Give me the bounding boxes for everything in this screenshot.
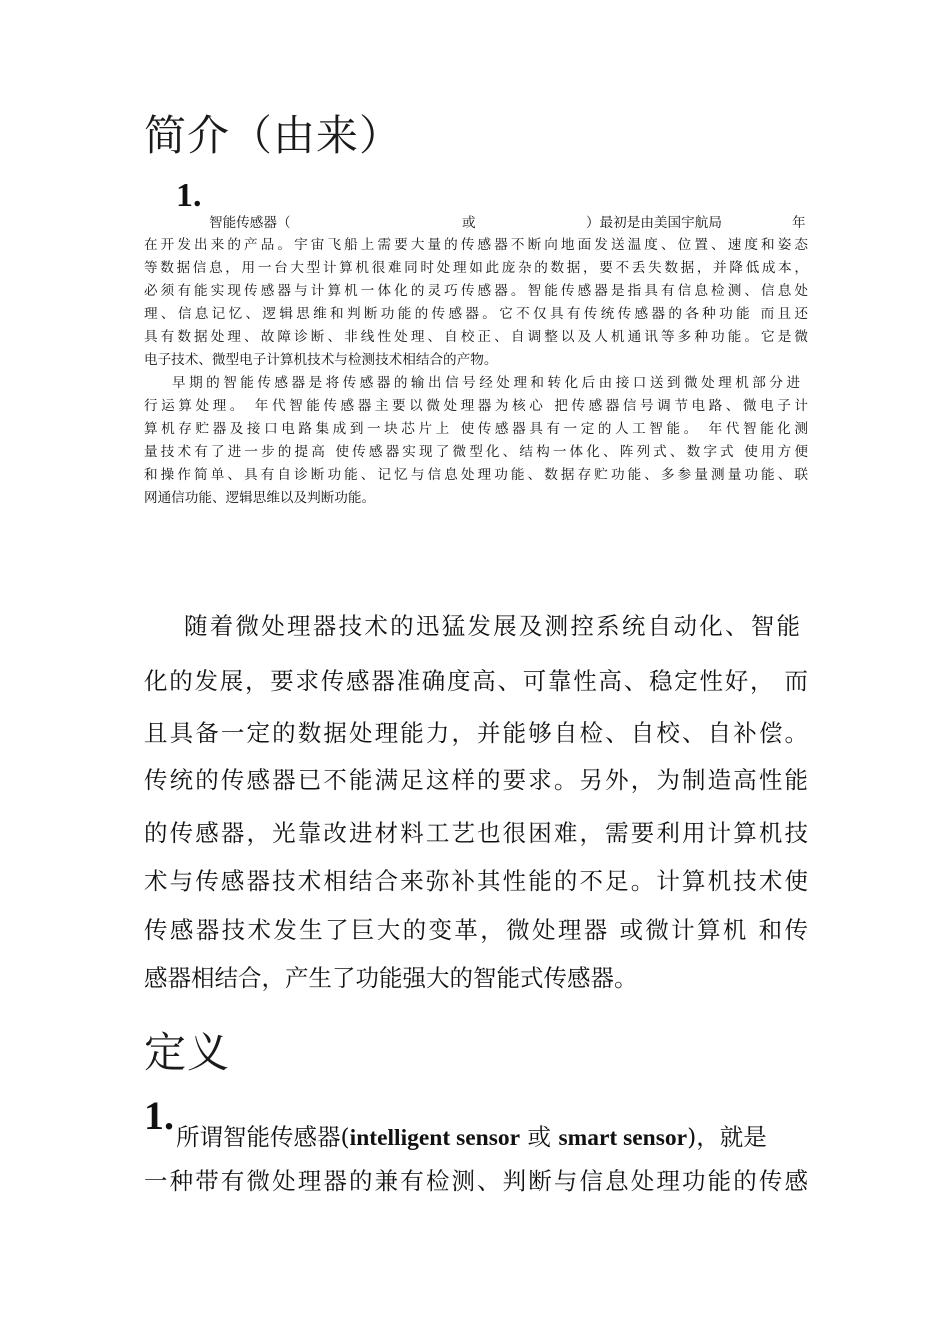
text-line: 随着微处理器技术的迅猛发展及测控系统自动化、智能 [184, 612, 800, 640]
text-line: 量技术有了进一步的提高 使传感器实现了微型化、结构一体化、阵列式、数字式 使用方便 [144, 444, 808, 460]
text-segment: 或 [462, 215, 476, 231]
text-line: 早期的智能传感器是将传感器的输出信号经处理和转化后由接口送到微处理机部分进 [172, 375, 800, 391]
text-line: 理、信息记忆、逻辑思维和判断功能的传感器。它不仅具有传统传感器的各种功能 而且还 [144, 306, 808, 322]
term-english: intelligent sensor [349, 1125, 521, 1151]
definition-second-line: 一种带有微处理器的兼有检测、判断与信息处理功能的传感 [144, 1167, 808, 1195]
text-line: 感器相结合，产生了功能强大的智能式传感器。 [144, 964, 638, 992]
text-line: 必须有能实现传感器与计算机一体化的灵巧传感器。智能传感器是指具有信息检测、信息处 [144, 283, 808, 299]
list-number: 1. [144, 1093, 174, 1138]
text-segment: ）最初是由美国宇航局 [586, 215, 722, 231]
section-heading-intro: 简介（由来） [144, 111, 403, 160]
text-line: 传感器技术发生了巨大的变革，微处理器 或微计算机 和传 [144, 916, 808, 944]
text-line: 和操作简单、具有自诊断功能、记忆与信息处理功能、数据存贮功能、多参量测量功能、联 [144, 467, 808, 483]
text-line: 网通信功能、逻辑思维以及判断功能。 [144, 490, 376, 506]
text-line: 行运算处理。 年代智能传感器主要以微处理器为核心 把传感器信号调节电路、微电子计 [144, 398, 808, 414]
text-line: 术与传感器技术相结合来弥补其性能的不足。计算机技术使 [144, 867, 808, 895]
text-line: 电子技术、微型电子计算机技术与检测技术相结合的产物。 [144, 352, 498, 368]
text-line: 在开发出来的产品。宇宙飞船上需要大量的传感器不断向地面发送温度、位置、速度和姿态 [144, 237, 808, 253]
text-segment: 所谓智能传感器( [176, 1123, 350, 1151]
text-line: 算机存贮器及接口电路集成到一块芯片上 使传感器具有一定的人工智能。 年代智能化测 [144, 421, 808, 437]
text-line: 且具备一定的数据处理能力，并能够自检、自校、自补偿。 [144, 719, 808, 747]
text-line: 具有数据处理、故障诊断、非线性处理、自校正、自调整以及人机通讯等多种功能。它是微 [144, 329, 808, 345]
text-segment: 智能传感器（ [209, 215, 291, 231]
text-segment: )，就是 [687, 1123, 767, 1151]
list-number: 1. [176, 177, 202, 214]
text-line: 的传感器，光靠改进材料工艺也很困难，需要利用计算机技 [144, 819, 808, 847]
text-line: 等数据信息，用一台大型计算机很难同时处理如此庞杂的数据，要不丢失数据，并降低成本， [144, 260, 808, 276]
section-heading-definition: 定义 [144, 1028, 231, 1077]
term-english: smart sensor [558, 1125, 688, 1151]
text-line: 化的发展，要求传感器准确度高、可靠性高、稳定性好， 而 [144, 667, 808, 695]
text-line: 传统的传感器已不能满足这样的要求。另外，为制造高性能 [144, 766, 808, 794]
definition-first-line [176, 1122, 808, 1153]
text-segment: 或 [520, 1123, 559, 1151]
text-segment: 年 [792, 215, 806, 231]
